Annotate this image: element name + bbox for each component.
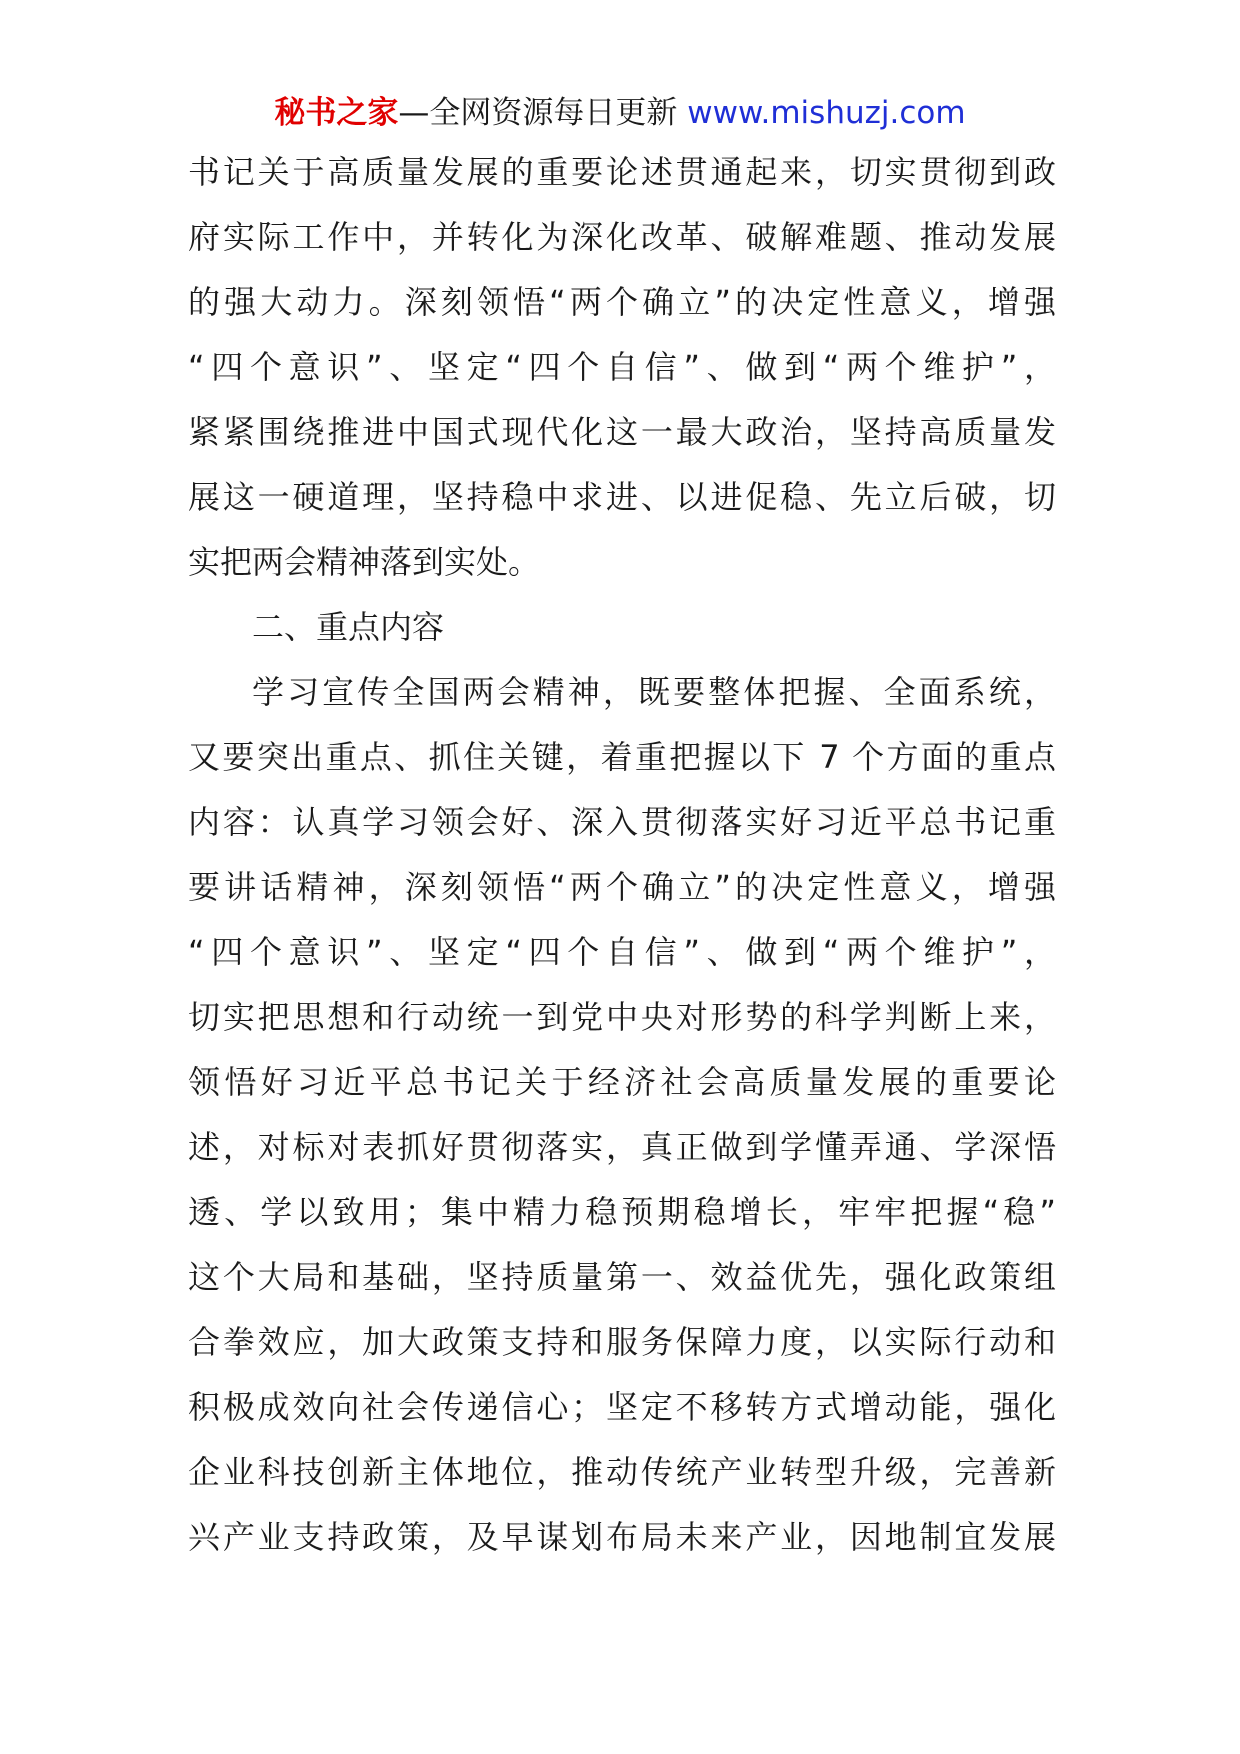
text-line: 府实际工作中，并转化为深化改革、破解难题、推动发展 xyxy=(188,218,1056,256)
text-line: 领悟好习近平总书记关于经济社会高质量发展的重要论 xyxy=(188,1063,1056,1101)
text-line: 内容：认真学习领会好、深入贯彻落实好习近平总书记重 xyxy=(188,803,1056,841)
text-line: 述，对标对表抓好贯彻落实，真正做到学懂弄通、学深悟 xyxy=(188,1128,1056,1166)
text-line: 书记关于高质量发展的重要论述贯通起来，切实贯彻到政 xyxy=(188,153,1056,191)
text-line: 又要突出重点、抓住关键，着重把握以下 7 个方面的重点 xyxy=(188,738,1056,776)
paragraph-key-content xyxy=(188,660,1056,1570)
text-line: 积极成效向社会传递信心；坚定不移转方式增动能，强化 xyxy=(188,1388,1056,1426)
site-name: 秘书之家 xyxy=(274,95,399,131)
paragraph-continued xyxy=(188,140,1056,595)
document-body xyxy=(188,140,1056,1570)
text-line: “四个意识”、坚定“四个自信”、做到“两个维护”， xyxy=(188,933,1056,971)
text-line: 这个大局和基础，坚持质量第一、效益优先，强化政策组 xyxy=(188,1258,1056,1296)
text-line: 企业科技创新主体地位，推动传统产业转型升级，完善新 xyxy=(188,1453,1056,1491)
text-line: 紧紧围绕推进中国式现代化这一最大政治，坚持高质量发 xyxy=(188,413,1056,451)
text-line: 合拳效应，加大政策支持和服务保障力度，以实际行动和 xyxy=(188,1323,1056,1361)
text-line: 透、学以致用；集中精力稳预期稳增长，牢牢把握“稳” xyxy=(188,1193,1056,1231)
text-line: 展这一硬道理，坚持稳中求进、以进促稳、先立后破，切 xyxy=(188,478,1056,516)
section-heading: 二、重点内容 xyxy=(252,608,445,646)
text-line: 学习宣传全国两会精神，既要整体把握、全面系统， xyxy=(252,673,1056,711)
text-line: 实把两会精神落到实处。 xyxy=(188,543,541,581)
text-line: “四个意识”、坚定“四个自信”、做到“两个维护”， xyxy=(188,348,1056,386)
site-url-link[interactable]: www.mishuzj.com xyxy=(687,95,966,131)
text-line: 要讲话精神，深刻领悟“两个确立”的决定性意义，增强 xyxy=(188,868,1056,906)
header-tagline: —全网资源每日更新 xyxy=(398,95,678,131)
text-line: 切实把思想和行动统一到党中央对形势的科学判断上来， xyxy=(188,998,1056,1036)
page-header xyxy=(0,88,1240,138)
text-line: 的强大动力。深刻领悟“两个确立”的决定性意义，增强 xyxy=(188,283,1056,321)
text-line: 兴产业支持政策，及早谋划布局未来产业，因地制宜发展 xyxy=(188,1518,1056,1556)
